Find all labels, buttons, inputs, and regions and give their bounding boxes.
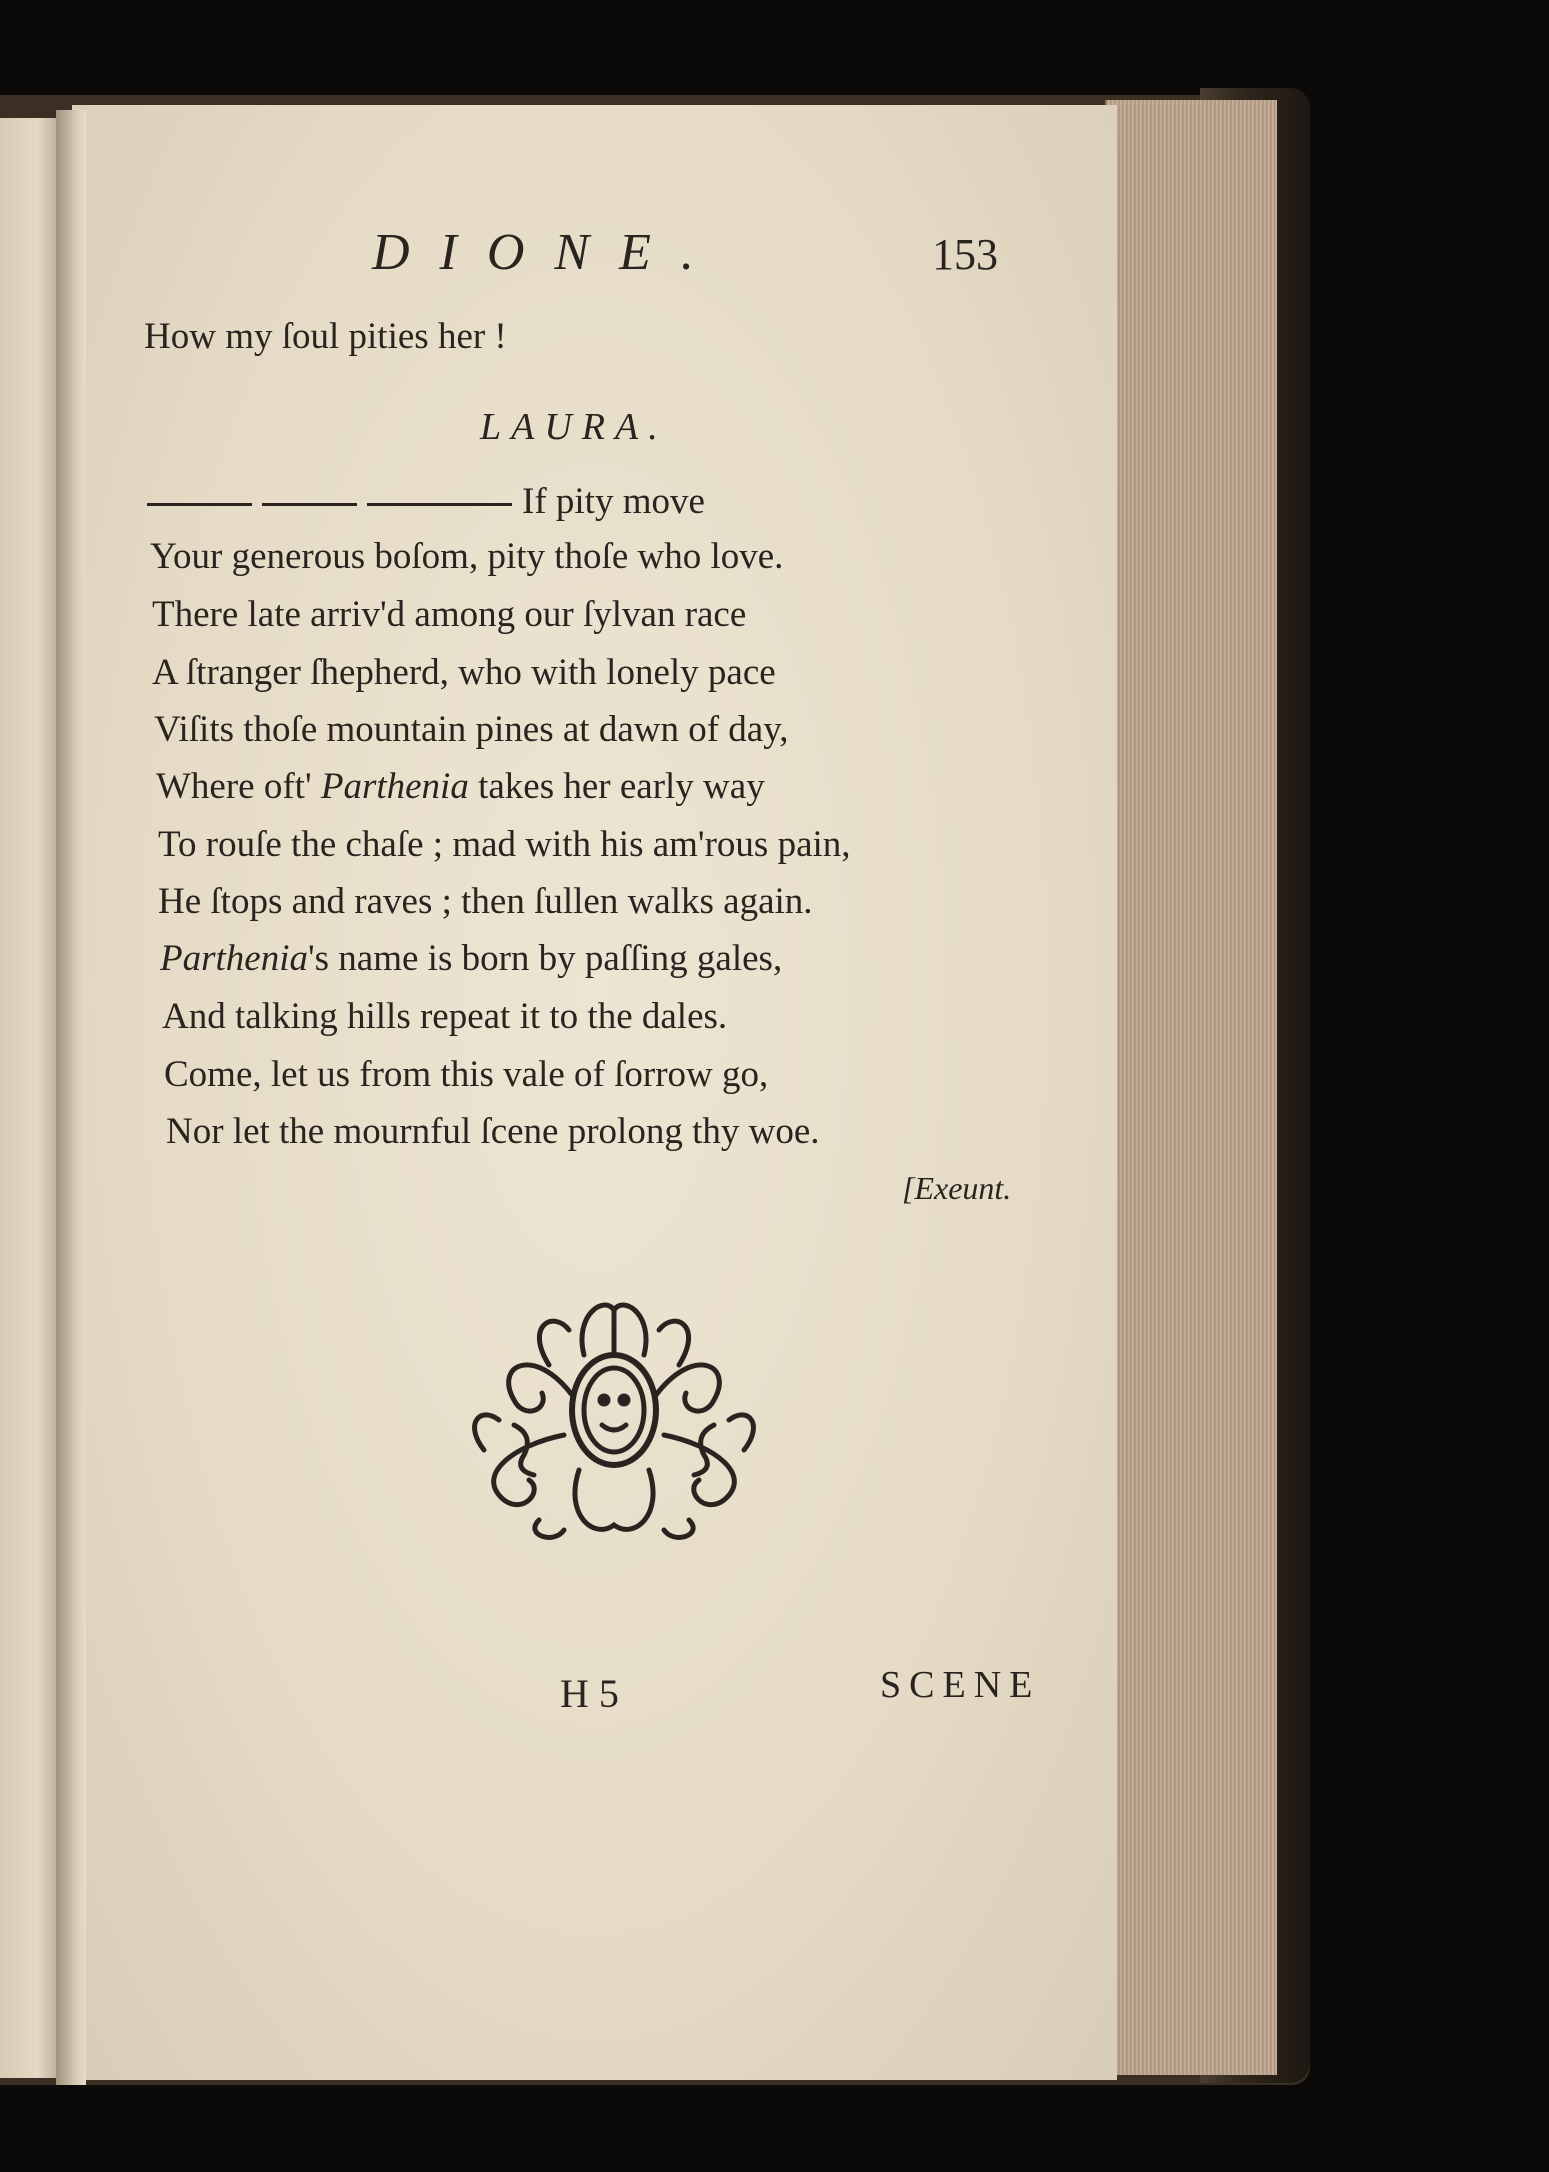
right-page [72,105,1117,2080]
proper-name: Parthenia [320,766,469,807]
verse-line: Come, let us from this vale of ſorrow go, [164,1054,769,1095]
verse-line: To rouſe the chaſe ; mad with his am'rous pain, [158,824,851,865]
page-fore-edge [1105,100,1277,2075]
signature-mark: H 5 [560,1671,619,1716]
running-title: DIONE. [372,224,724,281]
proper-name: Parthenia [160,938,308,979]
verse-line: He ſtops and raves ; then ſullen walks again. [158,881,813,922]
verse-text: Where oft' [156,766,321,807]
page-header [72,223,1117,283]
dash-rule [262,503,357,506]
page-number: 153 [932,230,998,279]
verse-line: A ſtranger ſhepherd, who with lonely pace [152,652,776,693]
verse-line: Viſits thoſe mountain pines at dawn of day, [154,709,789,750]
verse-line [160,937,782,980]
fleuron-icon [454,1285,774,1550]
verse-line: And talking hills repeat it to the dales. [162,996,728,1037]
book-gutter [56,110,86,2085]
verse-text: takes her early way [468,766,765,807]
verse-line: Nor let the mournful ſcene prolong thy woe. [166,1111,820,1152]
verse-line [147,480,705,523]
verse-line: There late arriv'd among our ſylvan race [152,594,747,635]
dash-rule [367,503,512,506]
verse-line: How my ſoul pities her ! [144,316,507,357]
dash-rule [147,503,252,506]
verse-line: Your generous boſom, pity thoſe who love. [150,536,784,577]
speaker-name: LAURA. [480,406,668,448]
verse-text: If pity move [522,481,705,522]
left-page-strip [0,118,62,2078]
stage-direction: [Exeunt. [902,1170,1012,1206]
verse-text: 's name is born by paſſing gales, [307,938,783,979]
catchword: SCENE [880,1664,1041,1706]
verse-line [156,765,765,808]
